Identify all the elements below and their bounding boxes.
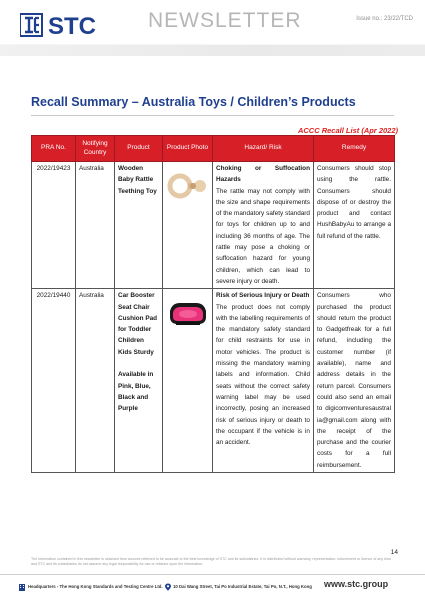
hazard-cell (213, 289, 314, 473)
location-pin-icon (164, 583, 172, 591)
page-number: 14 (390, 549, 398, 556)
hazard-text: The rattle may not comply with the size and shape requirements of the mandatory safety standard for toys for children up to and including 36 months of age. The rattle may pose a choking or suffocation hazard for young children, which can lead to severe injury or death. (216, 187, 310, 285)
hazard-title: Choking or Suffocation Hazards (216, 165, 310, 184)
disclaimer: The information contained in this newsletter is obtained from sources believed to be accurate to the best knowledge of STC and its subsidiaries. It is distributed without warranty, representation, inducement or licence of any kind and STC and its subsidiaries do not assume any legal responsibility for use or reliance upon the information. (31, 557, 391, 566)
remedy-text: Consumers who purchased the product should return the product to Gadgetfreak for a full refund, including the customer number (if available), name and address details in the return parcel. Consumers could also send an email to (317, 292, 391, 413)
page-footer (0, 575, 425, 600)
hazard-text: The product does not comply with the labelling requirements of the mandatory safety standard for child restraints for use in motor vehicles. The product is missing the mandatory warning labels and information. Child seats without the correct safety warning label may be used incorrectly, posing an increased risk of serious injury or death to the occupant if the vehicle is in an accident. (216, 303, 310, 447)
contact-email[interactable]: digicomventuresaustralia@gmail.com (317, 405, 391, 424)
booster-seat-icon (166, 293, 210, 333)
page-header (0, 0, 425, 70)
pra-number: 2022/19440 (32, 289, 76, 473)
header-photo: Product Photo (163, 136, 213, 162)
pra-number: 2022/19423 (32, 162, 76, 289)
notifying-country: Australia (76, 289, 115, 473)
issue-number: Issue no.: 23/22/TCD (356, 16, 413, 22)
header-remedy: Remedy (314, 136, 395, 162)
table-header-row (32, 136, 395, 162)
recall-list-label: ACCC Recall List (Apr 2022) (297, 126, 398, 135)
header-product: Product (115, 136, 163, 162)
wooden-rattle-icon (166, 166, 210, 206)
footer-website-link[interactable]: www.stc.group (324, 579, 389, 589)
remedy-text: Consumers should stop using the rattle. Consumers should dispose of or destroy the product and contact HushBabyAu to arrange a full refund of the rattle. (314, 162, 395, 289)
svg-text:STC: STC (48, 13, 96, 38)
product-photo-cell (163, 289, 213, 473)
header-hazard: Hazard/ Risk (213, 136, 314, 162)
table-row (32, 162, 395, 289)
footer-address: 10 Dai Wang Street, Tai Po Industrial Estate, Tai Po, N.T., Hong Kong (173, 584, 312, 589)
product-name: Wooden Baby Rattle Teething Toy (115, 162, 163, 289)
page-title: Recall Summary – Australia Toys / Children’s Products (31, 95, 356, 109)
newsletter-label: NEWSLETTER (148, 9, 302, 32)
remedy-cell (314, 289, 395, 473)
title-divider (31, 115, 394, 116)
product-name: Car Booster Seat Chair Cushion Pad for Toddler Children Kids Sturdy (118, 292, 158, 356)
product-cell (115, 289, 163, 473)
table-row (32, 289, 395, 473)
product-photo-cell (163, 162, 213, 289)
remedy-text-continued: along with the receipt of the purchase and the courier costs for a full reimbursement. (317, 416, 391, 469)
header-pra: PRA No. (32, 136, 76, 162)
header-band (0, 44, 425, 56)
building-icon (18, 583, 26, 591)
notifying-country: Australia (76, 162, 115, 289)
hazard-cell (213, 162, 314, 289)
hazard-title: Risk of Serious Injury or Death (216, 292, 310, 300)
stc-logo (20, 12, 132, 38)
product-variants: Available in Pink, Blue, Black and Purple (118, 371, 154, 413)
recall-table (31, 135, 395, 473)
footer-headquarters: Headquarters - The Hong Kong Standards and Testing Centre Ltd. (28, 584, 163, 589)
header-country: Notifying Country (76, 136, 115, 162)
